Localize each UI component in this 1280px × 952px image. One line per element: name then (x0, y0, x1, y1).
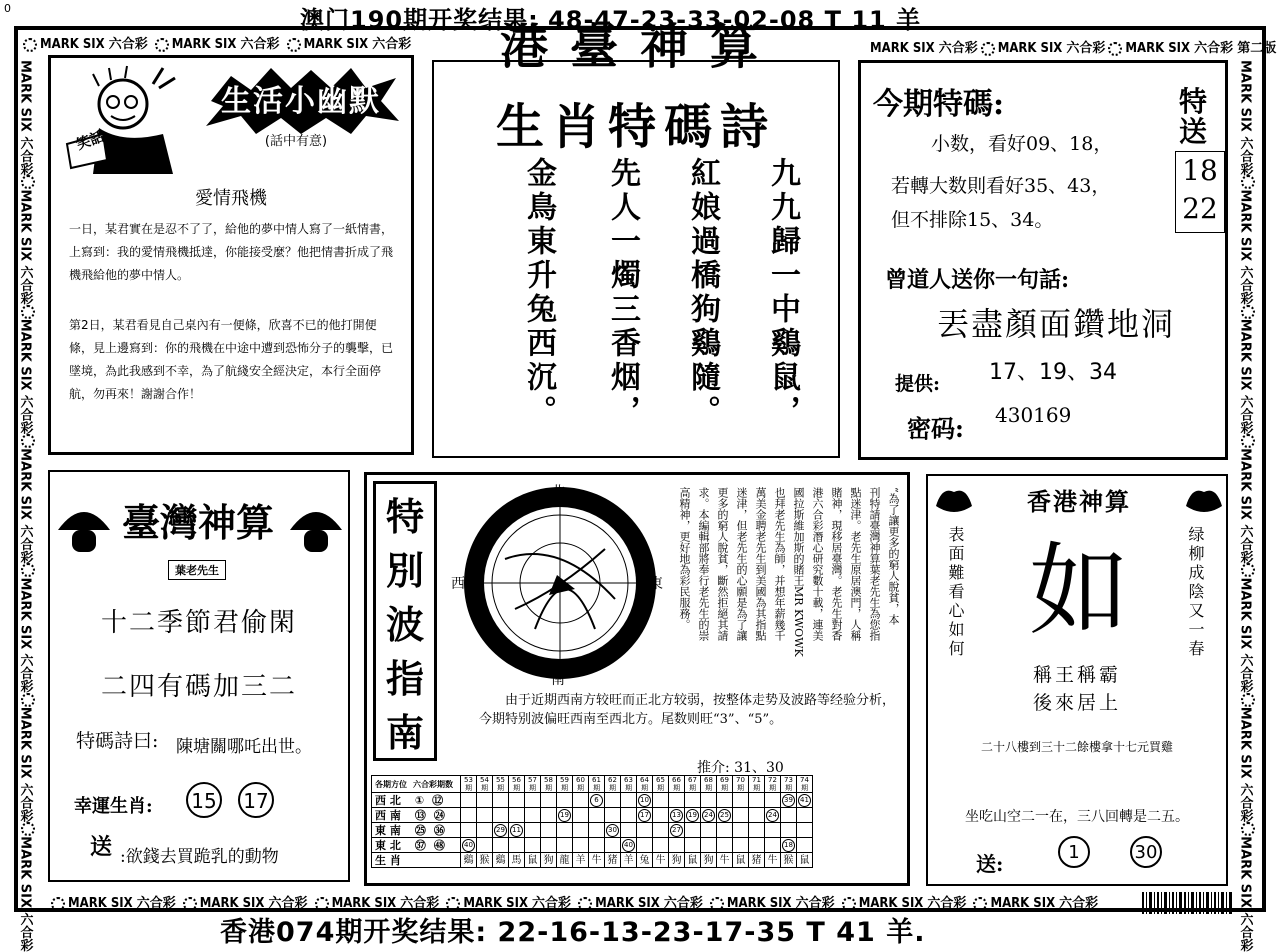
grid-cell (509, 808, 525, 823)
zodiac-cell: 鷄 (461, 853, 477, 868)
period-header-cell: 69期 (717, 776, 733, 793)
compass-north: 北 (551, 484, 565, 500)
grid-cell (653, 793, 669, 808)
wave-history-table (371, 775, 813, 868)
grid-cell (765, 838, 781, 853)
special-line-2: 若轉大数則看好35、43， (891, 175, 1111, 197)
grid-cell (493, 823, 509, 838)
corner-mark: 0 (4, 2, 11, 15)
grid-cell (557, 838, 573, 853)
grid-cell (701, 793, 717, 808)
grid-cell (733, 823, 749, 838)
lucky-number-2: 17 (238, 782, 274, 818)
grid-cell (733, 793, 749, 808)
row-direction: 東 南 (375, 823, 401, 837)
grid-cell (669, 838, 685, 853)
wave-title-char-2: 別 (385, 548, 424, 593)
hit-number: 19 (558, 809, 571, 822)
row-range-end: ㉔ (433, 808, 445, 822)
period-header-cell: 58期 (541, 776, 557, 793)
flower-icon (578, 897, 592, 911)
table-row (372, 823, 813, 838)
provide-numbers: 17、19、34 (989, 360, 1117, 385)
wave-title-box (373, 481, 437, 761)
grid-cell (525, 838, 541, 853)
flower-icon (287, 38, 301, 52)
flower-icon (1241, 563, 1255, 577)
hit-number: 6 (590, 794, 603, 807)
grid-cell (701, 823, 717, 838)
hit-number: 27 (670, 824, 683, 837)
grid-cell (605, 823, 621, 838)
grid-cell (637, 808, 653, 823)
poem-line-1: 九九歸一中鷄鼠， (765, 157, 800, 429)
edition-label: 第二版 (1237, 41, 1277, 56)
grid-cell (669, 823, 685, 838)
zodiac-cell: 猪 (749, 853, 765, 868)
wave-title-char-4: 指 (385, 656, 424, 701)
period-header-cell: 54期 (477, 776, 493, 793)
grid-cell (541, 793, 557, 808)
zodiac-cell: 鼠 (797, 853, 813, 868)
grid-cell (621, 793, 637, 808)
hit-number: 25 (718, 809, 731, 822)
zodiac-cell: 鼠 (525, 853, 541, 868)
zodiac-cell: 牛 (653, 853, 669, 868)
flower-icon (446, 897, 460, 911)
grid-cell (557, 808, 573, 823)
story-paragraph-1: 一日，某君實在是忍不了了，給他的夢中情人寫了一紙情書，上寫到：我的愛情飛機抵達，你能接受麼？他把情書折成了飛機飛給他的夢中情人。 (69, 222, 394, 282)
grid-cell (637, 823, 653, 838)
special-send-box (1175, 151, 1225, 233)
hk-left-column: 表面難看心如何 (946, 526, 965, 659)
grid-cell (525, 823, 541, 838)
lucky-number-1: 15 (186, 782, 222, 818)
flower-icon (155, 38, 169, 52)
grid-cell (573, 793, 589, 808)
period-header-cell: 61期 (589, 776, 605, 793)
zodiac-cell: 兔 (637, 853, 653, 868)
cartoon-man-icon (63, 64, 183, 184)
grid-cell (653, 838, 669, 853)
grid-cell (589, 793, 605, 808)
wave-analysis: 由于近期西南方较旺而正北方较弱，按整体走势及波路等经验分析，今期特别波偏旺西南至西北方。尾数则旺“3”、“5”。 (479, 693, 896, 727)
grid-cell (541, 808, 557, 823)
period-header-cell: 68期 (701, 776, 717, 793)
zodiac-cell: 鷄 (493, 853, 509, 868)
period-header-cell: 63期 (621, 776, 637, 793)
hk-line-4: 坐吃山空二一在，三八回轉是二五。 (965, 809, 1189, 825)
flower-icon (1241, 434, 1255, 448)
flower-icon (21, 822, 35, 836)
zodiac-cell: 猴 (477, 853, 493, 868)
hit-number: 13 (670, 809, 683, 822)
table-periods-label: 六合彩期数 (413, 780, 453, 789)
grid-cell (685, 823, 701, 838)
taiwan-poem-text: 陳塘關哪吒出世。 (176, 737, 312, 757)
grid-cell (717, 793, 733, 808)
grid-cell (477, 793, 493, 808)
grid-cell (541, 838, 557, 853)
taiwan-send-label: 送 (90, 834, 113, 860)
hit-number: 24 (766, 809, 779, 822)
hk-line-2: 後來居上 (1032, 692, 1121, 714)
zodiac-cell: 牛 (589, 853, 605, 868)
table-corner-cell (372, 776, 461, 793)
hit-number: 40 (622, 839, 635, 852)
period-header-cell: 72期 (765, 776, 781, 793)
poem-panel (432, 60, 840, 458)
hk-result-line: 香港074期开奖结果: 22-16-13-23-17-35 T 41 羊. (220, 917, 926, 948)
logo-strip-top-right: MARK SIX 六合彩 MARK SIX 六合彩 MARK SIX 六合彩 第二版 (870, 41, 1277, 56)
grid-cell (781, 793, 797, 808)
grid-cell (749, 838, 765, 853)
humor-subtitle: (話中有意) (264, 134, 328, 149)
flower-icon (1241, 693, 1255, 707)
zodiac-cell: 龍 (557, 853, 573, 868)
hk-panel (926, 474, 1228, 886)
grid-cell (621, 808, 637, 823)
hit-number: 10 (638, 794, 651, 807)
flower-icon (842, 897, 856, 911)
grid-cell (717, 838, 733, 853)
row-range-start: ① (414, 793, 425, 807)
flower-icon (21, 693, 35, 707)
row-direction: 西 北 (375, 793, 401, 807)
row-label-cell (372, 838, 461, 853)
grid-cell (461, 793, 477, 808)
hit-number: 41 (798, 794, 811, 807)
wave-article: “為了讓更多的窮人脫貧，本 刊特請臺灣神算葉老先生為您指 點迷津。老先生原居澳門，人稱 賭神，現移居臺灣。老先生對香 港六合彩潛心研究數十載，連美 國拉斯維加斯的賭王MR KWOWK 也拜老先生為師，并想年薪幾千 萬美金聘老先生到美國為其指點 迷津，但老先生的心願是為了讓 更多的窮人脫貧，斷然拒絕其請 求。本編輯部將奉行老先生的崇 高精神，更好地為彩民服務。 (678, 487, 900, 657)
hk-line-3: 二十八樓到三十二餘樓拿十七元買雞 (980, 740, 1173, 754)
flower-icon (21, 434, 35, 448)
grid-cell (557, 793, 573, 808)
period-header-cell: 62期 (605, 776, 621, 793)
compass-east: 東 (649, 576, 663, 592)
grid-cell (781, 823, 797, 838)
story-title: 愛情飛機 (195, 188, 267, 209)
grid-cell (589, 838, 605, 853)
grid-cell (461, 838, 477, 853)
grid-cell (781, 808, 797, 823)
zodiac-label-cell: 生 肖 (372, 853, 461, 868)
period-header-cell: 64期 (637, 776, 653, 793)
provide-label: 提供: (895, 373, 941, 395)
row-direction: 東 北 (375, 838, 401, 852)
ornament-icon (1184, 482, 1224, 518)
grid-cell (733, 808, 749, 823)
grid-cell (765, 793, 781, 808)
grid-cell (621, 838, 637, 853)
period-header-cell: 70期 (733, 776, 749, 793)
lucky-zodiac-label: 幸運生肖: (74, 796, 153, 817)
hk-line-1: 稱王稱霸 (1032, 664, 1121, 686)
grid-cell (797, 808, 813, 823)
flower-icon (973, 897, 987, 911)
password-label: 密码: (907, 414, 964, 443)
logo-strip-right: MARK SIX 六合彩MARK SIX 六合彩MARK SIX 六合彩MARK SIX 六合彩MARK SIX 六合彩MARK SIX 六合彩MARK SIX 六合彩 (1240, 60, 1258, 905)
grid-cell (477, 838, 493, 853)
grid-cell (573, 808, 589, 823)
row-range-end: ㊱ (433, 823, 445, 837)
hit-number: 24 (702, 809, 715, 822)
zodiac-cell: 狗 (701, 853, 717, 868)
poem-line-2: 紅娘過橋狗鷄隨。 (685, 157, 720, 429)
flower-icon (315, 897, 329, 911)
period-header-cell: 66期 (669, 776, 685, 793)
row-direction: 西 南 (375, 808, 401, 822)
grid-cell (541, 823, 557, 838)
grid-cell (589, 808, 605, 823)
poem-line-3: 先人一燭三香烟， (605, 157, 640, 429)
grid-cell (637, 793, 653, 808)
grid-cell (605, 808, 621, 823)
compass-south: 南 (551, 672, 565, 688)
hk-send-num-1: 1 (1058, 836, 1090, 868)
special-send-label: 特送 (1178, 85, 1207, 148)
period-header-cell: 59期 (557, 776, 573, 793)
flower-icon (21, 305, 35, 319)
mushroom-icon (54, 502, 114, 558)
grid-cell (717, 808, 733, 823)
zodiac-cell: 狗 (669, 853, 685, 868)
grid-cell (701, 808, 717, 823)
period-header-cell: 57期 (525, 776, 541, 793)
grid-cell (477, 808, 493, 823)
period-header-cell: 65期 (653, 776, 669, 793)
period-header-cell: 56期 (509, 776, 525, 793)
story-paragraph-2: 第2日，某君看見自己桌內有一便條，欣喜不已的他打開便條，見上邊寫到：你的飛機在中途中遭到恐怖分子的襲擊，已墜境，為此我感到不幸，為了航綫安全經決定，本行全面停航，勿再來！謝謝合作！ (69, 318, 394, 401)
grid-cell (749, 808, 765, 823)
table-header-row (372, 776, 813, 793)
grid-cell (701, 838, 717, 853)
grid-cell (685, 808, 701, 823)
hk-title: 香港神算 (1027, 487, 1131, 516)
flower-icon (1108, 42, 1122, 56)
grid-cell (733, 838, 749, 853)
hit-number: 11 (510, 824, 523, 837)
taiwan-line-2: 二四有碼加三二 (100, 672, 297, 702)
humor-banner: 生活小幽默 (221, 84, 381, 119)
zodiac-cell: 羊 (621, 853, 637, 868)
flower-icon (981, 42, 995, 56)
grid-cell (493, 793, 509, 808)
wave-recommend: 推介: 31、30 (697, 760, 784, 776)
saying-label: 曾道人送你一句話: (885, 267, 1070, 293)
zodiac-cell: 鼠 (733, 853, 749, 868)
masthead: 港臺神算 (499, 19, 780, 75)
taiwan-author: 葉老先生 (168, 560, 226, 580)
flower-icon (21, 175, 35, 189)
wave-title-char-5: 南 (385, 710, 424, 755)
taiwan-send-text: :欲錢去買跪乳的動物 (120, 847, 279, 867)
grid-cell (749, 823, 765, 838)
grid-cell (557, 823, 573, 838)
zodiac-cell: 鼠 (685, 853, 701, 868)
macau-result-line: 澳门190期开奖结果: 48-47-23-33-02-08 T 11 羊 (300, 6, 922, 34)
special-send-num-1: 18 (1182, 154, 1218, 187)
row-label-cell (372, 823, 461, 838)
taiwan-line-1: 十二季節君偷閑 (100, 608, 297, 638)
period-header-cell: 55期 (493, 776, 509, 793)
flower-icon (21, 563, 35, 577)
special-heading: 今期特碼: (873, 87, 1005, 122)
row-range-end: ㊽ (433, 838, 445, 852)
flower-icon (1241, 822, 1255, 836)
row-label-cell (372, 808, 461, 823)
grid-cell (461, 823, 477, 838)
ornament-icon (934, 482, 974, 518)
grid-cell (797, 838, 813, 853)
table-corner-label: 各期方位 (375, 780, 407, 789)
period-header-cell: 60期 (573, 776, 589, 793)
logo-strip-bottom: MARK SIX 六合彩 MARK SIX 六合彩 MARK SIX 六合彩 MARK SIX 六合彩 MARK SIX 六合彩 MARK SIX 六合彩 MARK SIX 六合彩 MARK SIX 六合彩 (48, 892, 1138, 910)
flower-icon (1241, 305, 1255, 319)
row-label-cell (372, 793, 461, 808)
grid-cell (493, 838, 509, 853)
grid-cell (509, 793, 525, 808)
period-header-cell: 71期 (749, 776, 765, 793)
grid-cell (525, 808, 541, 823)
zodiac-cell: 猴 (781, 853, 797, 868)
table-row (372, 793, 813, 808)
saying-text: 丟盡顏面鑽地洞 (936, 305, 1175, 343)
zodiac-cell: 牛 (717, 853, 733, 868)
taiwan-title: 臺灣神算 (121, 500, 274, 545)
flower-icon (1241, 175, 1255, 189)
zodiac-row (372, 853, 813, 868)
hit-number: 17 (638, 809, 651, 822)
grid-cell (461, 808, 477, 823)
hk-send-num-2: 30 (1130, 836, 1162, 868)
grid-cell (653, 823, 669, 838)
grid-cell (573, 823, 589, 838)
row-range-start: ⑬ (414, 808, 426, 822)
flower-icon (710, 897, 724, 911)
grid-cell (605, 838, 621, 853)
grid-cell (573, 838, 589, 853)
grid-cell (669, 793, 685, 808)
flower-icon (51, 897, 65, 911)
grid-cell (749, 793, 765, 808)
grid-cell (525, 793, 541, 808)
flower-icon (23, 38, 37, 52)
zodiac-cell: 猪 (605, 853, 621, 868)
period-header-cell: 67期 (685, 776, 701, 793)
hit-number: 40 (462, 839, 475, 852)
zodiac-cell: 馬 (509, 853, 525, 868)
special-line-1: 小数，看好09、18， (931, 133, 1113, 155)
hk-send-label: 送: (976, 852, 1004, 876)
hit-number: 18 (782, 839, 795, 852)
row-range-start: ㊲ (414, 838, 426, 852)
logo-strip-left: MARK SIX 六合彩MARK SIX 六合彩MARK SIX 六合彩MARK SIX 六合彩MARK SIX 六合彩MARK SIX 六合彩MARK SIX 六合彩 (20, 60, 38, 905)
taiwan-poem-label: 特碼詩曰: (76, 730, 159, 752)
grid-cell (765, 823, 781, 838)
grid-cell (589, 823, 605, 838)
compass-west: 西 (451, 576, 465, 592)
poem-title: 生肖特碼詩 (495, 99, 776, 155)
hit-number: 29 (494, 824, 507, 837)
grid-cell (797, 823, 813, 838)
speech-tag: 笑話 (74, 128, 107, 154)
period-header-cell: 73期 (781, 776, 797, 793)
grid-cell (653, 808, 669, 823)
grid-cell (685, 838, 701, 853)
mushroom-icon (286, 502, 346, 558)
wave-title-char-1: 特 (385, 494, 424, 539)
grid-cell (477, 823, 493, 838)
humor-panel (48, 55, 414, 455)
grid-cell (717, 823, 733, 838)
barcode-icon (1142, 892, 1234, 914)
grid-cell (669, 808, 685, 823)
grid-cell (797, 793, 813, 808)
grid-cell (509, 823, 525, 838)
period-header-cell: 74期 (797, 776, 813, 793)
zodiac-cell: 牛 (765, 853, 781, 868)
logo-strip-top-left: MARK SIX 六合彩 MARK SIX 六合彩 MARK SIX 六合彩 (20, 33, 420, 51)
zodiac-cell: 狗 (541, 853, 557, 868)
special-send-num-2: 22 (1182, 192, 1218, 225)
hit-number: 19 (686, 809, 699, 822)
grid-cell (765, 808, 781, 823)
row-range-end: ⑫ (432, 793, 444, 807)
grid-cell (781, 838, 797, 853)
table-row (372, 838, 813, 853)
grid-cell (637, 838, 653, 853)
table-row (372, 808, 813, 823)
special-code-panel (858, 60, 1228, 460)
hk-right-column: 绿柳成陰又一春 (1186, 526, 1205, 659)
grid-cell (621, 823, 637, 838)
wave-guide-panel (364, 472, 910, 886)
grid-cell (509, 838, 525, 853)
grid-cell (685, 793, 701, 808)
special-line-3: 但不排除15、34。 (891, 209, 1054, 231)
password-value: 430169 (995, 403, 1072, 427)
wave-title-char-3: 波 (385, 602, 424, 647)
taiwan-panel (48, 470, 350, 882)
grid-cell (493, 808, 509, 823)
zodiac-cell: 羊 (573, 853, 589, 868)
grid-cell (605, 793, 621, 808)
flower-icon (183, 897, 197, 911)
hit-number: 39 (782, 794, 795, 807)
hk-big-char: 如 (1029, 532, 1129, 649)
row-range-start: ㉕ (414, 823, 426, 837)
hit-number: 30 (606, 824, 619, 837)
period-header-cell: 53期 (461, 776, 477, 793)
poem-line-4: 金鳥東升兔西沉。 (521, 157, 556, 429)
